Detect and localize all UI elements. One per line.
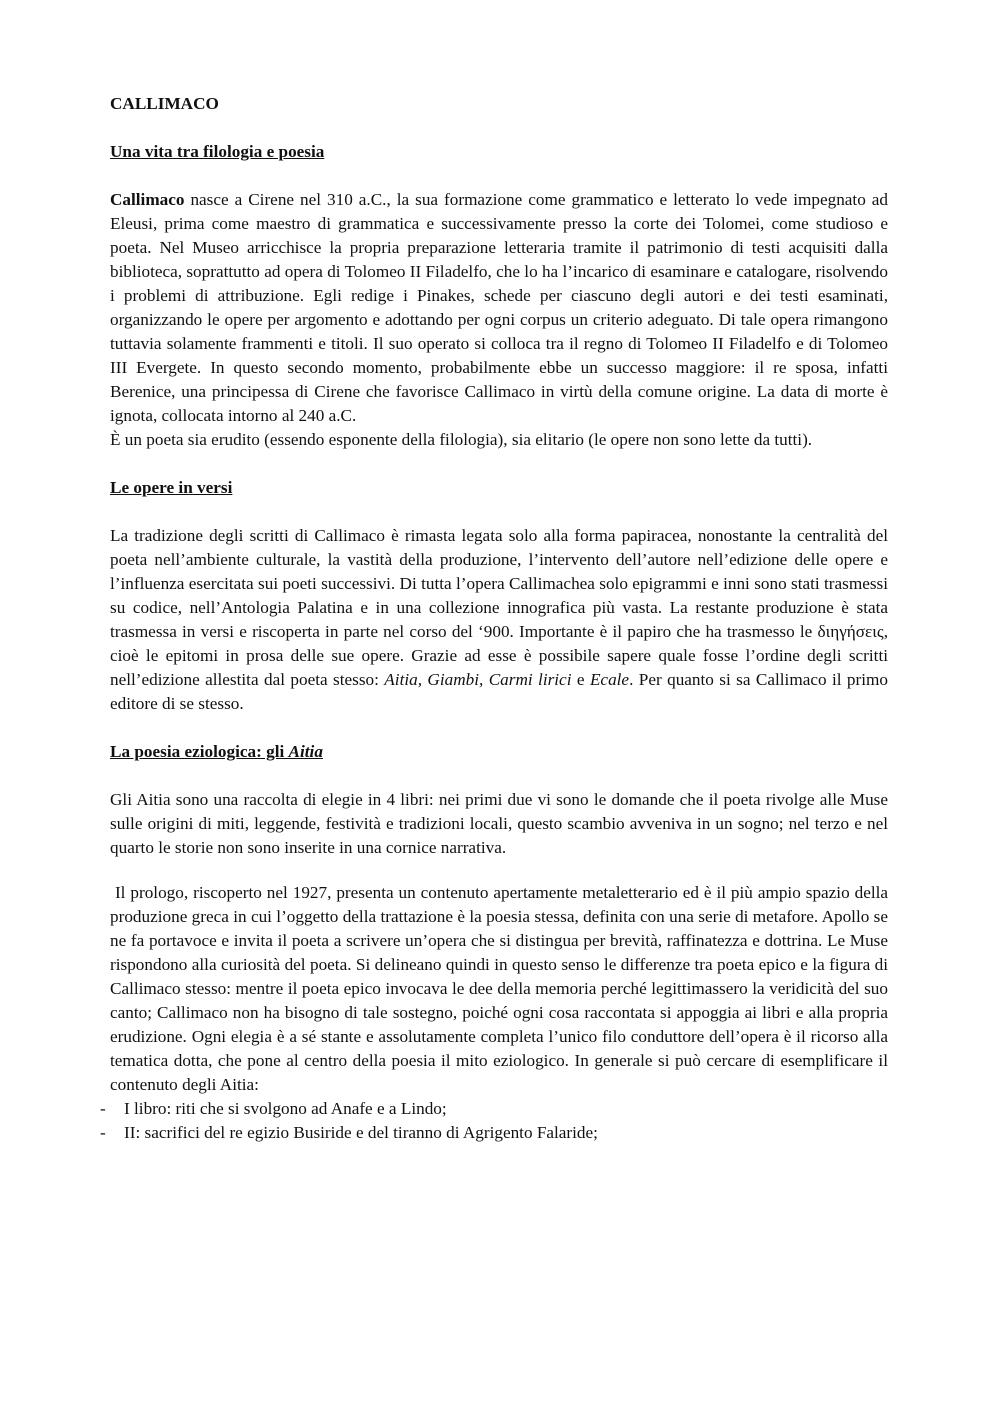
italic-titles: Aitia, Giambi, Carmi lirici (384, 670, 572, 689)
dash-bullet: - (100, 1123, 106, 1142)
paragraph-vita-text: nasce a Cirene nel 310 a.C., la sua formazione come grammatico e letterato lo vede impegnato ad Eleusi, prima come maestro di grammatica e successivamente presso la corte dei Tolomei, come studioso e poeta. Nel Museo arricchisce la propria preparazione letteraria tramite il patrimonio di testi acquisiti dalla biblioteca, soprattutto ad opera di Tolomeo II Filadelfo, che lo ha l’incarico di esaminare e catalogare, risolvendo i problemi di attribuzione. Egli redige i Pinakes, schede per ciascuno degli autori e dei testi esaminati, organizzando le opere per argomento e adottando per ogni corpus un criterio adeguato. Di tale opera rimangono tuttavia solamente frammenti e titoli. Il suo operato si colloca tra il regno di Tolomeo II Filadelfo e di Tolomeo III Evergete. In questo secondo momento, probabilmente ebbe un successo maggiore: il re sposa, infatti Berenice, una principessa di Cirene che favorisce Callimaco in virtù della comune origine. La data di morte è ignota, collocata intorno al 240 a.C. (110, 190, 888, 425)
list-item-text: I libro: riti che si svolgono ad Anafe e a Lindo; (124, 1099, 447, 1118)
paragraph-opere-text: La tradizione degli scritti di Callimaco è rimasta legata solo alla forma papiracea, nonostante la centralità del poeta nell’ambiente culturale, la vastità della produzione, l’intervento dell’autore nell’edizione delle opere e l’influenza esercitata sui poeti successivi. Di tutta l’opera Callimachea solo epigrammi e inni sono stati trasmessi su codice, nell’Antologia Palatina e in una collezione innografica più vasta. La restante produzione è stata trasmessa in versi e riscoperta in parte nel corso del ‘900. Importante è il papiro che ha trasmesso le διηγήσεις, cioè le epitomi in prosa delle sue opere. Grazie ad esse è possibile sapere quale fosse l’ordine degli scritti nell’edizione allestita dal poeta stesso: (110, 526, 888, 689)
paragraph-aitia-intro: Gli Aitia sono una raccolta di elegie in 4 libri: nei primi due vi sono le domande che il poeta rivolge alle Muse sulle origini di miti, leggende, festività e tradizioni locali, questo scambio avveniva in un sogno; nel terzo e nel quarto le storie non sono inserite in una cornice narrativa. (110, 790, 888, 857)
heading-aitia-italic: Aitia (288, 742, 323, 761)
section-heading-opere: Le opere in versi (110, 478, 233, 497)
paragraph-prologo: Il prologo, riscoperto nel 1927, presenta un contenuto apertamente metaletterario ed è il più ampio spazio della produzione greca in cui l’oggetto della trattazione è la poesia stessa, definita con una serie di metafore. Apollo se ne fa portavoce e invita il poeta a scrivere un’opera che si distingua per brevità, raffinatezza e dottrina. Le Muse rispondono alla curiosità del poeta. Si delineano quindi in questo senso le differenze tra poeta epico e la figura di Callimaco stesso: mentre il poeta epico invocava le dee della memoria perché legittimassero la veridicità del suo canto; Callimaco non ha bisogno di tale sostegno, poiché ogni cosa raccontata si appoggia ai libri e alla propria erudizione. Ogni elegia è a sé stante e assolutamente completa l’unico filo conduttore dell’opera è il ricorso alla tematica dotta, che pone al centro della poesia il mito eziologico. In generale si può cercare di esemplificare il contenuto degli Aitia: (110, 883, 893, 1094)
document-title: CALLIMACO (110, 94, 219, 113)
italic-ecale: Ecale (589, 670, 630, 689)
section-heading-aitia (110, 740, 888, 764)
bold-callimaco: Callimaco (110, 190, 185, 209)
list-item-text: II: sacrifici del re egizio Busiride e del tiranno di Agrigento Falaride; (124, 1123, 598, 1142)
list-item (100, 1121, 888, 1145)
aitia-list (100, 1097, 888, 1145)
section-heading-vita: Una vita tra filologia e poesia (110, 142, 325, 161)
paragraph-vita (110, 188, 888, 428)
paragraph-erudito: È un poeta sia erudito (essendo esponente della filologia), sia elitario (le opere non sono lette da tutti). (110, 430, 813, 449)
conj-e: e (571, 670, 590, 689)
document-page (100, 92, 893, 1145)
paragraph-opere (110, 524, 888, 716)
dash-bullet: - (100, 1099, 106, 1118)
heading-aitia-plain: La poesia eziologica: gli (110, 742, 289, 761)
list-item (100, 1097, 888, 1121)
paragraph-opere-end: . Per quanto si sa Callimaco il primo editore di se stesso. (110, 670, 888, 713)
